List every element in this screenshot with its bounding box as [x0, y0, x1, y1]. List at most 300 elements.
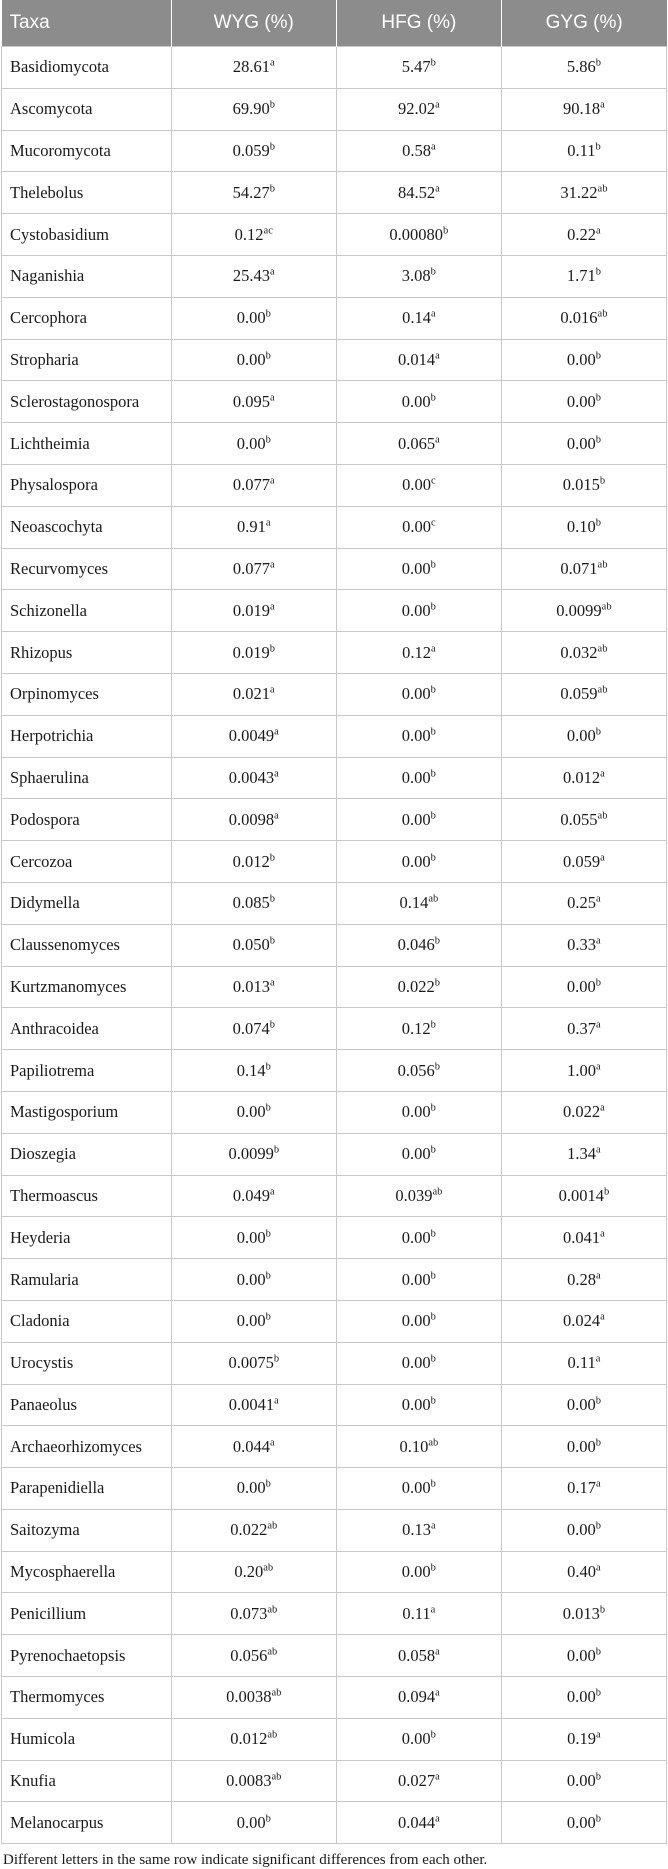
gyg-significance-letter: b — [595, 1520, 601, 1532]
wyg-value: 25.43 — [232, 266, 270, 286]
gyg-significance-letter: b — [604, 1186, 610, 1198]
wyg-value: 0.013 — [232, 976, 270, 996]
wyg-value-cell — [171, 130, 336, 172]
wyg-value: 0.0075 — [228, 1353, 274, 1373]
taxon-name: Lichtheimia — [2, 423, 172, 465]
wyg-value-cell — [171, 966, 336, 1008]
hfg-value: 0.00 — [401, 1102, 431, 1122]
gyg-value: 0.022 — [563, 1102, 601, 1122]
wyg-value: 0.095 — [232, 391, 270, 411]
gyg-value: 1.71 — [566, 266, 596, 286]
gyg-significance-letter: a — [596, 893, 601, 905]
wyg-value-cell — [171, 1050, 336, 1092]
hfg-value: 0.14 — [402, 308, 431, 328]
hfg-value-cell — [336, 966, 501, 1008]
gyg-value: 90.18 — [563, 99, 601, 119]
wyg-value-cell — [171, 255, 336, 297]
gyg-significance-letter: b — [595, 977, 601, 989]
hfg-significance-letter: b — [430, 1228, 436, 1240]
wyg-value-cell — [171, 423, 336, 465]
hfg-value-cell — [336, 172, 501, 214]
hfg-value: 0.00080 — [389, 224, 444, 244]
gyg-value-cell — [501, 757, 666, 799]
wyg-value: 0.0038 — [226, 1687, 272, 1707]
gyg-value: 0.00 — [566, 1771, 596, 1791]
wyg-value: 0.14 — [236, 1060, 266, 1080]
hfg-value: 0.00 — [401, 1562, 431, 1582]
hfg-significance-letter: b — [430, 1311, 436, 1323]
gyg-significance-letter: ab — [597, 308, 608, 320]
hfg-significance-letter: b — [430, 57, 436, 69]
table-row — [2, 381, 667, 423]
wyg-significance-letter: a — [274, 1395, 279, 1407]
table-row — [2, 1635, 667, 1677]
hfg-value: 0.00 — [401, 684, 431, 704]
hfg-value-cell — [336, 548, 501, 590]
taxon-name: Urocystis — [2, 1342, 172, 1384]
gyg-significance-letter: a — [600, 1311, 605, 1323]
gyg-value-cell — [501, 882, 666, 924]
gyg-value-cell — [501, 1300, 666, 1342]
gyg-value-cell — [501, 130, 666, 172]
hfg-value: 0.00 — [401, 1394, 431, 1414]
table-row — [2, 841, 667, 883]
table-row — [2, 1426, 667, 1468]
hfg-value-cell — [336, 1091, 501, 1133]
hfg-significance-letter: a — [435, 183, 440, 195]
hfg-significance-letter: a — [435, 99, 440, 111]
gyg-value-cell — [501, 841, 666, 883]
wyg-value: 0.012 — [230, 1729, 268, 1749]
hfg-value-cell — [336, 632, 501, 674]
gyg-value-cell — [501, 1175, 666, 1217]
gyg-significance-letter: a — [600, 99, 605, 111]
hfg-value: 0.00 — [401, 558, 431, 578]
wyg-value: 0.056 — [230, 1645, 268, 1665]
hfg-value-cell — [336, 1217, 501, 1259]
wyg-significance-letter: a — [270, 57, 275, 69]
wyg-significance-letter: b — [265, 308, 271, 320]
wyg-significance-letter: ac — [263, 225, 273, 237]
hfg-value-cell — [336, 841, 501, 883]
wyg-value: 0.00 — [236, 308, 266, 328]
gyg-value: 0.0099 — [556, 600, 602, 620]
gyg-significance-letter: b — [595, 1687, 601, 1699]
hfg-value: 0.044 — [397, 1812, 436, 1832]
gyg-significance-letter: ab — [597, 810, 608, 822]
table-row — [2, 1091, 667, 1133]
wyg-significance-letter: b — [265, 350, 271, 362]
gyg-value: 0.22 — [567, 224, 597, 244]
wyg-significance-letter: ab — [267, 1646, 278, 1658]
taxa-abundance-table — [1, 0, 667, 1844]
hfg-significance-letter: c — [430, 475, 436, 487]
gyg-significance-letter: b — [599, 475, 606, 487]
hfg-value: 5.47 — [401, 57, 431, 77]
table-row — [2, 172, 667, 214]
hfg-value: 0.00 — [401, 1353, 431, 1373]
hfg-significance-letter: b — [430, 810, 436, 822]
wyg-value: 0.00 — [236, 349, 266, 369]
gyg-value: 0.00 — [566, 976, 596, 996]
wyg-value: 0.00 — [236, 433, 266, 453]
wyg-value: 0.00 — [236, 1102, 266, 1122]
wyg-significance-letter: ab — [267, 1604, 278, 1616]
hfg-value-cell — [336, 1677, 501, 1719]
hfg-value-cell — [336, 882, 501, 924]
wyg-value-cell — [171, 882, 336, 924]
header-row — [2, 0, 667, 47]
taxon-name: Didymella — [2, 882, 172, 924]
gyg-value: 0.00 — [566, 726, 596, 746]
wyg-value-cell — [171, 1175, 336, 1217]
taxon-name: Neoascochyta — [2, 506, 172, 548]
gyg-value: 0.00 — [566, 1645, 596, 1665]
wyg-value: 0.12 — [234, 224, 264, 244]
wyg-significance-letter: a — [274, 726, 279, 738]
gyg-significance-letter: a — [596, 1061, 601, 1073]
wyg-significance-letter: a — [270, 684, 275, 696]
hfg-value-cell — [336, 1342, 501, 1384]
gyg-value-cell — [501, 590, 666, 632]
gyg-value: 0.041 — [563, 1227, 601, 1247]
wyg-value-cell — [171, 924, 336, 966]
wyg-value-cell — [171, 1342, 336, 1384]
wyg-value-cell — [171, 1509, 336, 1551]
hfg-significance-letter: b — [430, 1102, 436, 1114]
taxon-name: Ramularia — [2, 1259, 172, 1301]
gyg-value: 0.00 — [566, 1687, 596, 1707]
hfg-significance-letter: b — [430, 726, 436, 738]
taxon-name: Podospora — [2, 799, 172, 841]
hfg-significance-letter: b — [430, 1019, 436, 1031]
wyg-significance-letter: a — [270, 266, 275, 278]
hfg-significance-letter: b — [430, 601, 436, 613]
hfg-significance-letter: b — [430, 1395, 436, 1407]
gyg-value-cell — [501, 1802, 666, 1844]
hfg-value: 84.52 — [397, 182, 436, 202]
table-row — [2, 339, 667, 381]
hfg-significance-letter: b — [430, 1562, 436, 1574]
gyg-significance-letter: b — [595, 434, 601, 446]
wyg-value-cell — [171, 172, 336, 214]
gyg-significance-letter: a — [596, 1144, 601, 1156]
wyg-value: 0.073 — [230, 1603, 268, 1623]
wyg-value-cell — [171, 673, 336, 715]
wyg-value: 0.0043 — [228, 767, 275, 787]
hfg-value: 0.056 — [397, 1060, 435, 1080]
table-row — [2, 1008, 667, 1050]
wyg-significance-letter: a — [274, 768, 279, 780]
wyg-value-cell — [171, 1677, 336, 1719]
wyg-value-cell — [171, 1426, 336, 1468]
hfg-value: 0.022 — [397, 976, 435, 996]
hfg-value-cell — [336, 88, 501, 130]
hfg-significance-letter: a — [430, 1604, 436, 1616]
wyg-value: 0.0099 — [228, 1144, 274, 1164]
gyg-value: 0.33 — [567, 935, 597, 955]
hfg-value-cell — [336, 1384, 501, 1426]
wyg-value: 0.20 — [234, 1562, 264, 1582]
gyg-value-cell — [501, 506, 666, 548]
wyg-value-cell — [171, 1718, 336, 1760]
hfg-value: 0.065 — [397, 433, 436, 453]
wyg-value-cell — [171, 1133, 336, 1175]
wyg-value-cell — [171, 88, 336, 130]
hfg-value-cell — [336, 1509, 501, 1551]
table-row — [2, 1133, 667, 1175]
wyg-value: 0.012 — [232, 851, 270, 871]
gyg-significance-letter: b — [595, 141, 601, 153]
gyg-value-cell — [501, 632, 666, 674]
gyg-significance-letter: b — [595, 1813, 601, 1825]
gyg-significance-letter: b — [595, 1771, 601, 1783]
wyg-significance-letter: b — [265, 1311, 271, 1323]
gyg-value-cell — [501, 1384, 666, 1426]
taxon-name: Basidiomycota — [2, 47, 172, 89]
gyg-value-cell — [501, 1050, 666, 1092]
hfg-significance-letter: a — [430, 643, 436, 655]
wyg-significance-letter: b — [269, 1019, 275, 1031]
hfg-significance-letter: b — [434, 977, 441, 989]
gyg-value-cell — [501, 1593, 666, 1635]
wyg-value: 0.019 — [232, 600, 270, 620]
table-row — [2, 632, 667, 674]
hfg-value: 0.039 — [395, 1185, 433, 1205]
table-row — [2, 214, 667, 256]
gyg-value: 0.19 — [567, 1729, 597, 1749]
wyg-value: 0.00 — [236, 1812, 266, 1832]
hfg-value-cell — [336, 1300, 501, 1342]
hfg-value: 0.13 — [402, 1520, 431, 1540]
hfg-value-cell — [336, 339, 501, 381]
hfg-value: 0.00 — [401, 726, 431, 746]
gyg-value-cell — [501, 88, 666, 130]
gyg-value-cell — [501, 214, 666, 256]
header-wyg: WYG (%) — [171, 0, 336, 47]
hfg-value-cell — [336, 1593, 501, 1635]
wyg-value-cell — [171, 715, 336, 757]
taxon-name: Schizonella — [2, 590, 172, 632]
gyg-value: 0.00 — [566, 433, 596, 453]
taxon-name: Panaeolus — [2, 1384, 172, 1426]
gyg-significance-letter: a — [600, 1102, 605, 1114]
wyg-value: 0.00 — [236, 1269, 266, 1289]
gyg-value: 0.015 — [562, 475, 600, 495]
table-row — [2, 673, 667, 715]
hfg-value: 0.14 — [399, 893, 429, 913]
gyg-value-cell — [501, 1551, 666, 1593]
table-row — [2, 1718, 667, 1760]
hfg-significance-letter: a — [435, 434, 440, 446]
hfg-significance-letter: b — [430, 1478, 436, 1490]
wyg-significance-letter: b — [269, 643, 275, 655]
hfg-value-cell — [336, 47, 501, 89]
wyg-value-cell — [171, 1802, 336, 1844]
hfg-value-cell — [336, 673, 501, 715]
hfg-value-cell — [336, 381, 501, 423]
hfg-significance-letter: b — [430, 392, 436, 404]
gyg-significance-letter: b — [595, 266, 601, 278]
wyg-significance-letter: b — [265, 1478, 271, 1490]
gyg-value: 5.86 — [566, 57, 596, 77]
taxon-name: Papiliotrema — [2, 1050, 172, 1092]
hfg-value: 0.094 — [397, 1687, 436, 1707]
wyg-value: 0.91 — [237, 517, 266, 537]
hfg-significance-letter: b — [430, 1353, 436, 1365]
hfg-significance-letter: ab — [428, 893, 439, 905]
gyg-value: 0.11 — [567, 140, 596, 160]
wyg-value-cell — [171, 1217, 336, 1259]
gyg-value: 0.28 — [567, 1269, 597, 1289]
gyg-value: 0.00 — [566, 1436, 596, 1456]
hfg-significance-letter: a — [430, 308, 436, 320]
gyg-value: 0.00 — [566, 1520, 596, 1540]
wyg-significance-letter: b — [269, 141, 275, 153]
table-footnote: Different letters in the same row indicate significant differences from each other. — [3, 1852, 488, 1869]
taxon-name: Orpinomyces — [2, 673, 172, 715]
gyg-value: 0.059 — [563, 851, 601, 871]
gyg-value: 0.17 — [567, 1478, 597, 1498]
hfg-value: 0.00 — [401, 1478, 431, 1498]
gyg-value-cell — [501, 1008, 666, 1050]
wyg-value: 0.059 — [232, 140, 270, 160]
wyg-value-cell — [171, 1635, 336, 1677]
hfg-value-cell — [336, 1050, 501, 1092]
gyg-value-cell — [501, 172, 666, 214]
gyg-significance-letter: b — [595, 1646, 601, 1658]
gyg-value: 0.024 — [563, 1311, 601, 1331]
gyg-significance-letter: a — [596, 935, 601, 947]
table-row — [2, 1802, 667, 1844]
wyg-value-cell — [171, 381, 336, 423]
wyg-significance-letter: b — [265, 1270, 271, 1281]
hfg-significance-letter: b — [434, 935, 441, 947]
taxon-name: Humicola — [2, 1718, 172, 1760]
wyg-significance-letter: b — [269, 893, 275, 905]
wyg-value-cell — [171, 506, 336, 548]
wyg-value: 28.61 — [232, 57, 270, 77]
gyg-significance-letter: b — [599, 1604, 606, 1616]
gyg-value-cell — [501, 1718, 666, 1760]
hfg-value: 0.00 — [401, 809, 431, 829]
hfg-value-cell — [336, 1760, 501, 1802]
hfg-value-cell — [336, 1802, 501, 1844]
gyg-value-cell — [501, 1091, 666, 1133]
hfg-value-cell — [336, 130, 501, 172]
gyg-value: 0.055 — [560, 809, 598, 829]
gyg-significance-letter: b — [595, 1437, 601, 1449]
hfg-value: 0.046 — [397, 935, 435, 955]
taxon-name: Mycosphaerella — [2, 1551, 172, 1593]
hfg-significance-letter: b — [430, 559, 436, 571]
gyg-value-cell — [501, 1635, 666, 1677]
gyg-value: 0.016 — [560, 308, 598, 328]
wyg-value: 0.074 — [232, 1018, 270, 1038]
hfg-value-cell — [336, 1259, 501, 1301]
hfg-value-cell — [336, 1468, 501, 1510]
hfg-value: 3.08 — [401, 266, 431, 286]
wyg-value-cell — [171, 757, 336, 799]
gyg-significance-letter: ab — [597, 643, 608, 655]
gyg-significance-letter: ab — [601, 601, 612, 613]
wyg-value: 0.00 — [236, 1227, 266, 1247]
table-row — [2, 882, 667, 924]
gyg-value-cell — [501, 1426, 666, 1468]
gyg-value-cell — [501, 673, 666, 715]
taxon-name: Cercophora — [2, 297, 172, 339]
gyg-significance-letter: a — [596, 225, 601, 237]
hfg-value: 0.014 — [397, 349, 436, 369]
wyg-significance-letter: a — [270, 392, 275, 404]
gyg-value: 1.00 — [567, 1060, 597, 1080]
gyg-significance-letter: a — [600, 1228, 605, 1240]
wyg-value: 0.022 — [230, 1520, 268, 1540]
table-row — [2, 297, 667, 339]
taxon-name: Ascomycota — [2, 88, 172, 130]
gyg-significance-letter: b — [595, 392, 601, 404]
gyg-value: 0.10 — [566, 517, 596, 537]
wyg-value: 54.27 — [232, 182, 270, 202]
wyg-value-cell — [171, 632, 336, 674]
hfg-value: 92.02 — [397, 99, 436, 119]
taxon-name: Pyrenochaetopsis — [2, 1635, 172, 1677]
gyg-value: 0.25 — [567, 893, 597, 913]
gyg-value: 1.34 — [567, 1144, 597, 1164]
table-row — [2, 966, 667, 1008]
hfg-significance-letter: a — [435, 350, 440, 362]
wyg-significance-letter: a — [270, 559, 275, 571]
hfg-significance-letter: ab — [432, 1186, 443, 1198]
table-row — [2, 757, 667, 799]
taxon-name: Stropharia — [2, 339, 172, 381]
hfg-value: 0.00 — [401, 1144, 431, 1164]
gyg-value: 0.00 — [566, 1812, 596, 1832]
gyg-value-cell — [501, 1760, 666, 1802]
wyg-significance-letter: a — [270, 977, 275, 989]
hfg-value-cell — [336, 297, 501, 339]
hfg-significance-letter: ab — [428, 1437, 439, 1449]
wyg-value: 0.085 — [232, 893, 270, 913]
table-row — [2, 1468, 667, 1510]
gyg-significance-letter: a — [596, 1729, 601, 1741]
gyg-value: 0.013 — [562, 1603, 600, 1623]
gyg-value: 0.00 — [566, 391, 596, 411]
gyg-value-cell — [501, 297, 666, 339]
gyg-value-cell — [501, 1133, 666, 1175]
wyg-value-cell — [171, 1468, 336, 1510]
table-row — [2, 1384, 667, 1426]
wyg-value-cell — [171, 799, 336, 841]
hfg-value-cell — [336, 757, 501, 799]
wyg-value: 0.0098 — [228, 809, 275, 829]
wyg-value-cell — [171, 339, 336, 381]
wyg-significance-letter: a — [270, 1437, 275, 1449]
gyg-significance-letter: a — [595, 1353, 601, 1365]
hfg-value-cell — [336, 590, 501, 632]
hfg-value-cell — [336, 1718, 501, 1760]
gyg-significance-letter: a — [600, 852, 605, 864]
gyg-significance-letter: ab — [597, 559, 608, 571]
wyg-significance-letter: b — [269, 935, 275, 947]
wyg-significance-letter: ab — [271, 1771, 282, 1783]
wyg-value: 0.021 — [232, 684, 270, 704]
gyg-value-cell — [501, 966, 666, 1008]
hfg-value-cell — [336, 1008, 501, 1050]
gyg-value: 0.11 — [567, 1353, 596, 1373]
hfg-value: 0.00 — [401, 767, 431, 787]
gyg-significance-letter: a — [596, 1019, 601, 1031]
